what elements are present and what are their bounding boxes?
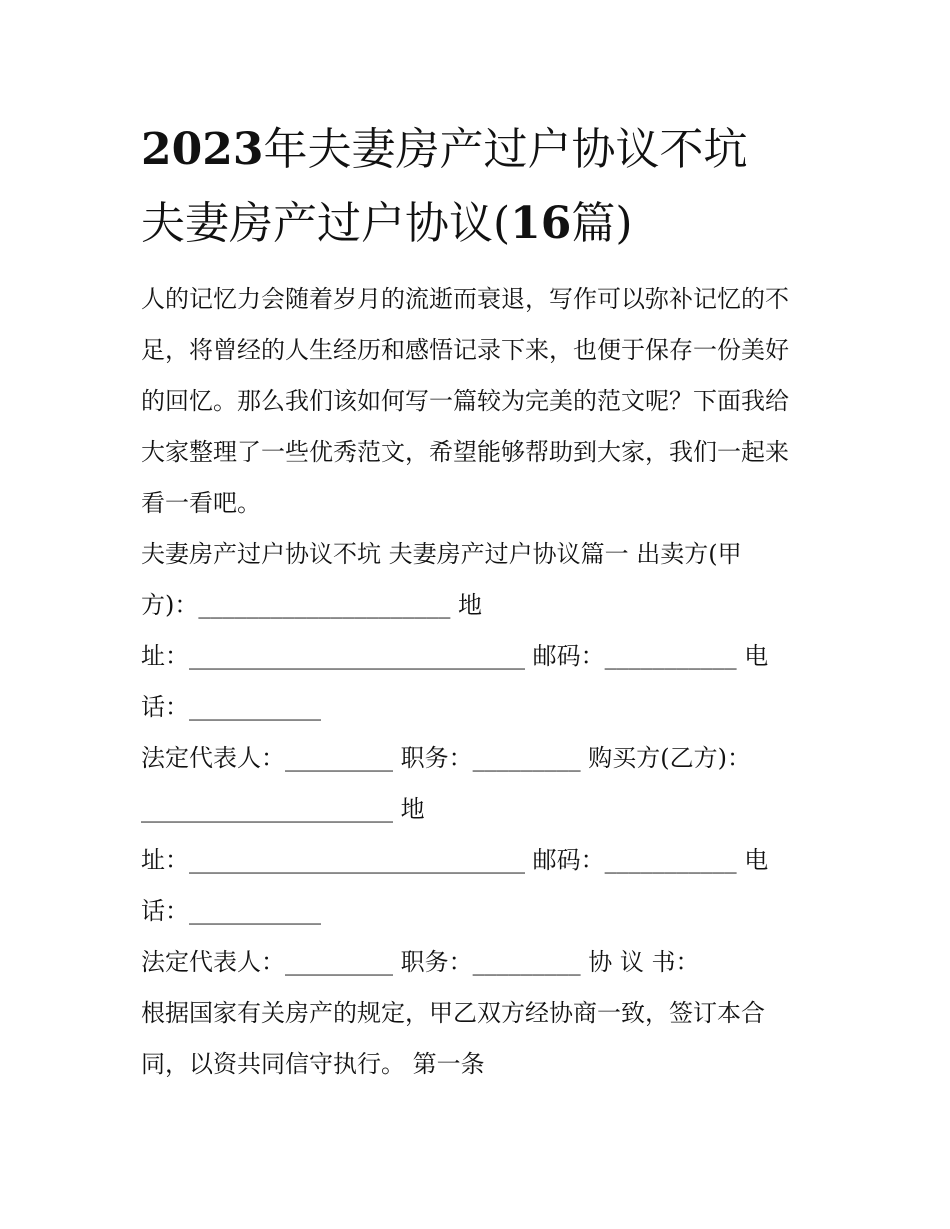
intro-line: 人的记忆力会随着岁月的流逝而衰退，写作可以弥补记忆的不 bbox=[141, 285, 789, 313]
title-count: 16 bbox=[510, 198, 572, 249]
title-line-2 bbox=[141, 192, 821, 256]
seller-address-line: 址：____________________________ 邮码：___________ 电 bbox=[141, 642, 769, 670]
title-line-1-text: 年夫妻房产过户协议不坑 bbox=[263, 124, 748, 175]
document-page bbox=[141, 118, 821, 1090]
intro-line: 看一看吧。 bbox=[141, 489, 261, 517]
title-year: 2023 bbox=[141, 124, 264, 175]
title-line-1 bbox=[141, 118, 821, 182]
seller-phone-line: 话：___________ bbox=[141, 693, 321, 721]
buyer-phone-line: 话：___________ bbox=[141, 897, 321, 925]
seller-representative-line: 法定代表人：_________ 职务：_________ 购买方(乙方)： bbox=[141, 744, 751, 772]
intro-line: 的回忆。那么我们该如何写一篇较为完美的范文呢？下面我给 bbox=[141, 387, 789, 415]
intro-line: 足，将曾经的人生经历和感悟记录下来，也便于保存一份美好 bbox=[141, 336, 789, 364]
title-line-2-end: 篇) bbox=[571, 198, 633, 249]
agreement-intro-line: 根据国家有关房产的规定，甲乙双方经协商一致，签订本合 bbox=[141, 999, 765, 1027]
agreement-body bbox=[141, 529, 821, 1090]
section-heading-line: 夫妻房产过户协议不坑 夫妻房产过户协议篇一 出卖方(甲 bbox=[141, 540, 742, 568]
buyer-address-line: 址：____________________________ 邮码：___________ 电 bbox=[141, 846, 769, 874]
buyer-representative-line: 法定代表人：_________ 职务：_________ 协 议 书： bbox=[141, 948, 700, 976]
document-title bbox=[141, 118, 821, 256]
intro-line: 大家整理了一些优秀范文，希望能够帮助到大家，我们一起来 bbox=[141, 438, 789, 466]
agreement-intro-line: 同，以资共同信守执行。 第一条 bbox=[141, 1050, 485, 1078]
buyer-name-line: _____________________ 地 bbox=[141, 795, 425, 823]
title-line-2-text: 夫妻房产过户协议( bbox=[141, 198, 511, 249]
intro-paragraph bbox=[141, 274, 821, 529]
seller-name-line: 方)：_____________________ 地 bbox=[141, 591, 482, 619]
